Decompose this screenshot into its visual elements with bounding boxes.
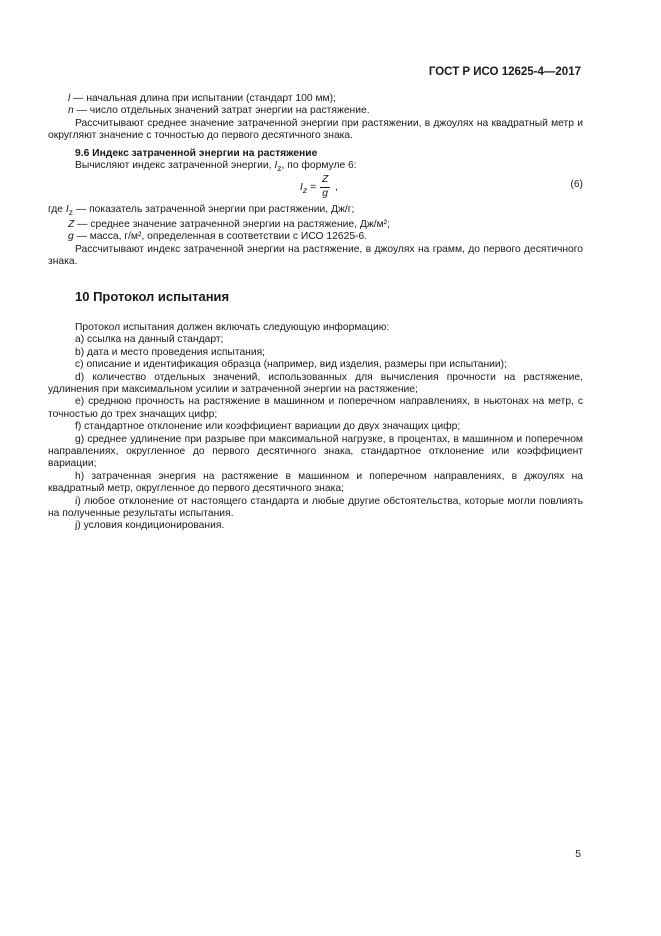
section-10-title: 10 Протокол испытания [75, 288, 230, 304]
list-item: i) любое отклонение от настоящего стандарта и любые другие обстоятельства, которые могли повлиять на полученные результаты испытания. [48, 495, 583, 520]
where-text: — среднее значение затраченной энергии на растяжение, Дж/м²; [74, 218, 390, 230]
where-iz [48, 204, 583, 218]
symbol-n: n [68, 105, 74, 117]
protocol-intro: Протокол испытания должен включать следующую информацию: [75, 321, 390, 333]
section-9-6-title: 9.6 Индекс затраченной энергии на растяжение [75, 147, 318, 159]
formula-fraction [320, 174, 330, 200]
index-paragraph: Рассчитывают индекс затраченной энергии на растяжение, в джоулях на грамм, до первого десятичного знака. [48, 243, 583, 268]
definition-n [48, 105, 583, 117]
formula-6 [48, 174, 583, 204]
symbol-iz: I [274, 160, 278, 172]
formula-lhs [300, 182, 316, 196]
where-text: — масса, г/м², определенная в соответствии с ИСО 12625-6. [73, 231, 368, 243]
where-symbol: Z [68, 218, 75, 230]
list-item: a) ссылка на данный стандарт; [75, 334, 224, 346]
where-symbol: g [68, 231, 74, 243]
formula-denominator: g [322, 187, 329, 199]
list-item: d) количество отдельных значений, использованных для вычисления прочности на растяжение, удлинения при максимальном усилии и затраченной энергии на растяжение; [48, 371, 583, 395]
formula-lhs-sub: z [302, 185, 308, 196]
formula-number: (6) [570, 179, 583, 191]
formula-lhs-symbol: I [300, 182, 303, 194]
page-number: 5 [575, 849, 581, 860]
list-item: g) среднее удлинение при разрыве при максимальной нагрузке, в процентах, в машинном и поперечном направлениях, округленное до первого десятичного знака, стандартное отклонение или коэффициент вариации; [48, 433, 583, 470]
where-sub: z [68, 207, 74, 218]
energy-paragraph: Рассчитывают среднее значение затраченной энергии при растяжении, в джоулях на квадратный метр и округляют значение с точностью до первого десятичного знака. [48, 117, 583, 142]
symbol-l: l [68, 93, 71, 104]
definition-text: — число отдельных значений затрат энергии на растяжение. [73, 105, 370, 117]
formula-equals: = [307, 182, 317, 194]
list-item: f) стандартное отклонение или коэффициент вариации до двух значащих цифр; [75, 421, 461, 433]
formula-intro [48, 160, 583, 174]
page-content [48, 93, 583, 533]
formula-comma: , [335, 182, 338, 194]
where-g [48, 231, 583, 243]
definition-text: — начальная длина при испытании (стандарт 100 мм); [70, 93, 336, 104]
list-item: b) дата и место проведения испытания; [75, 346, 266, 358]
intro-text: Вычисляют индекс затраченной энергии, [75, 160, 275, 172]
document-header: ГОСТ Р ИСО 12625-4—2017 [428, 66, 581, 78]
definition-l [48, 93, 583, 105]
where-lead: где [48, 204, 66, 216]
formula-numerator: Z [320, 174, 330, 187]
intro-text-end: , по формуле 6: [281, 160, 357, 172]
list-item: c) описание и идентификация образца (например, вид изделия, размеры при испытании); [75, 359, 507, 371]
where-symbol: I [65, 204, 69, 216]
list-item: e) среднюю прочность на растяжение в машинном и поперечном направлениях, в ньютонах на метр, с точностью до трех значащих цифр; [48, 396, 583, 420]
list-item: j) условия кондиционирования. [75, 520, 225, 532]
list-item: h) затраченная энергия на растяжение в машинном и поперечном направлениях, в джоулях на квадратный метр, округленное до первого десятичного знака; [48, 470, 583, 495]
where-text: — показатель затраченной энергии при растяжении, Дж/г; [73, 204, 355, 216]
subscript-z: z [277, 163, 282, 174]
where-z [48, 219, 583, 231]
